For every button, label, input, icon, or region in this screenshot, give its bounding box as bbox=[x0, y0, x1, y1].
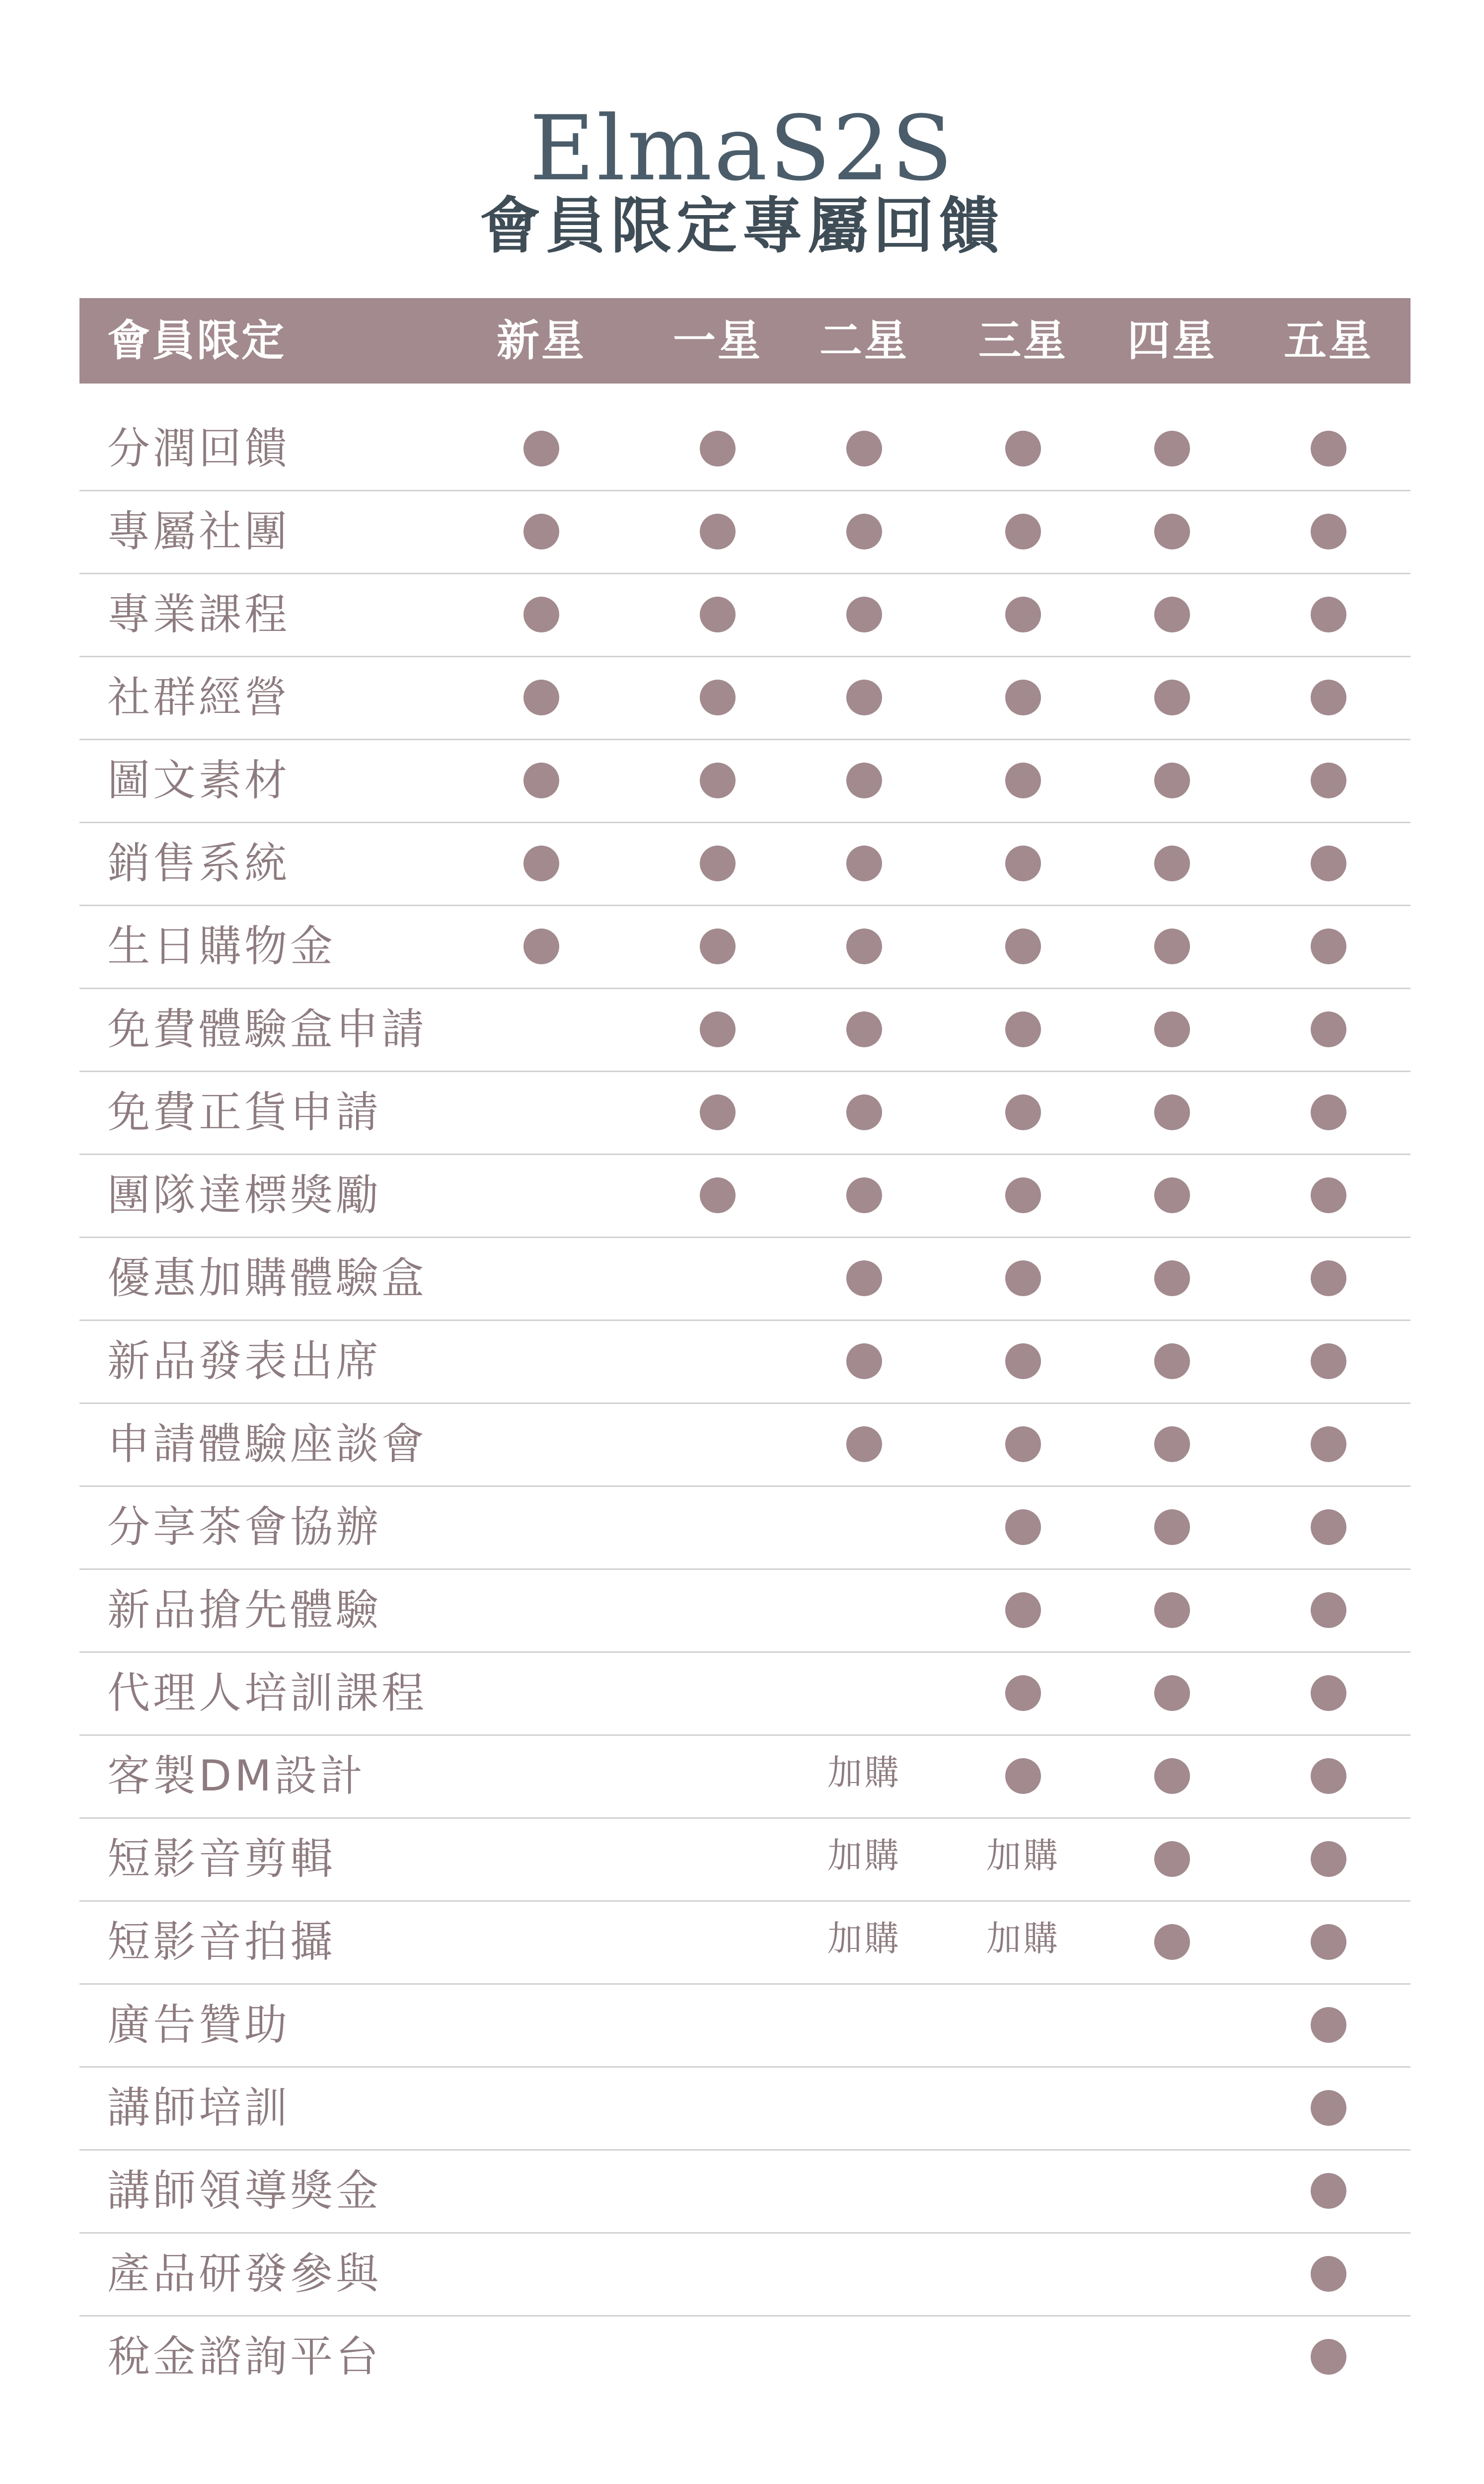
included-dot-icon bbox=[846, 514, 882, 549]
table-header bbox=[79, 298, 1410, 384]
benefit-label: 免費體驗盒申請 bbox=[107, 1005, 427, 1054]
benefit-label: 講師培訓 bbox=[107, 2083, 290, 2133]
table-row bbox=[79, 1901, 1410, 1985]
included-dot-icon bbox=[523, 846, 559, 881]
benefit-label: 銷售系統 bbox=[107, 839, 290, 888]
included-dot-icon bbox=[1311, 1758, 1346, 1794]
included-dot-icon bbox=[1005, 431, 1041, 466]
included-dot-icon bbox=[846, 929, 882, 964]
included-dot-icon bbox=[1154, 1675, 1190, 1711]
included-dot-icon bbox=[523, 431, 559, 466]
table-row bbox=[79, 822, 1410, 906]
benefit-label: 社群經營 bbox=[107, 673, 290, 722]
included-dot-icon bbox=[1005, 1509, 1041, 1545]
included-dot-icon bbox=[1154, 1177, 1190, 1213]
tier-header-3: 二星 bbox=[819, 316, 909, 366]
included-dot-icon bbox=[1005, 1260, 1041, 1296]
included-dot-icon bbox=[1154, 929, 1190, 964]
table-row bbox=[79, 739, 1410, 823]
included-dot-icon bbox=[1005, 1758, 1041, 1794]
benefit-label: 生日購物金 bbox=[107, 922, 336, 971]
included-dot-icon bbox=[1311, 1094, 1346, 1130]
benefit-label: 廣告贊助 bbox=[107, 2000, 290, 2050]
included-dot-icon bbox=[1154, 1924, 1190, 1960]
page-title: 會員限定專屬回饋 bbox=[480, 191, 1004, 261]
included-dot-icon bbox=[846, 1426, 882, 1462]
included-dot-icon bbox=[1005, 1343, 1041, 1379]
table-row bbox=[79, 2233, 1410, 2317]
table-row bbox=[79, 2067, 1410, 2151]
included-dot-icon bbox=[1311, 2256, 1346, 2292]
benefit-label: 短影音拍攝 bbox=[107, 1917, 336, 1967]
included-dot-icon bbox=[846, 1011, 882, 1047]
benefit-label: 產品研發參與 bbox=[107, 2249, 381, 2299]
benefit-label: 圖文素材 bbox=[107, 756, 290, 805]
benefit-label: 專屬社團 bbox=[107, 507, 290, 556]
included-dot-icon bbox=[523, 763, 559, 798]
included-dot-icon bbox=[1005, 1426, 1041, 1462]
included-dot-icon bbox=[523, 514, 559, 549]
included-dot-icon bbox=[1005, 597, 1041, 632]
included-dot-icon bbox=[846, 1260, 882, 1296]
included-dot-icon bbox=[523, 597, 559, 632]
table-row bbox=[79, 905, 1410, 989]
included-dot-icon bbox=[1005, 1675, 1041, 1711]
table-row bbox=[79, 1652, 1410, 1736]
table-row bbox=[79, 490, 1410, 574]
included-dot-icon bbox=[1311, 1260, 1346, 1296]
benefit-label: 短影音剪輯 bbox=[107, 1834, 336, 1884]
included-dot-icon bbox=[1154, 514, 1190, 549]
benefit-label: 免費正貨申請 bbox=[107, 1087, 381, 1137]
included-dot-icon bbox=[1005, 929, 1041, 964]
table-row bbox=[79, 2150, 1410, 2234]
included-dot-icon bbox=[1311, 2007, 1346, 2043]
included-dot-icon bbox=[700, 514, 736, 549]
included-dot-icon bbox=[1005, 1011, 1041, 1047]
included-dot-icon bbox=[1311, 2339, 1346, 2375]
included-dot-icon bbox=[1154, 1841, 1190, 1877]
included-dot-icon bbox=[1311, 2173, 1346, 2209]
included-dot-icon bbox=[1311, 1177, 1346, 1213]
included-dot-icon bbox=[1005, 1094, 1041, 1130]
included-dot-icon bbox=[1311, 1592, 1346, 1628]
included-dot-icon bbox=[1154, 1426, 1190, 1462]
included-dot-icon bbox=[1311, 763, 1346, 798]
included-dot-icon bbox=[1154, 763, 1190, 798]
included-dot-icon bbox=[846, 846, 882, 881]
table-row bbox=[79, 1071, 1410, 1155]
included-dot-icon bbox=[1154, 1509, 1190, 1545]
table-header-corner: 會員限定 bbox=[107, 316, 286, 366]
included-dot-icon bbox=[1005, 514, 1041, 549]
table-row bbox=[79, 1320, 1410, 1404]
included-dot-icon bbox=[1005, 846, 1041, 881]
included-dot-icon bbox=[1311, 597, 1346, 632]
table-row bbox=[79, 1818, 1410, 1902]
included-dot-icon bbox=[1311, 1011, 1346, 1047]
included-dot-icon bbox=[1154, 680, 1190, 715]
tier-header-4: 三星 bbox=[978, 316, 1068, 366]
included-dot-icon bbox=[700, 680, 736, 715]
tier-header-1: 新星 bbox=[497, 316, 586, 366]
addon-label: 加購 bbox=[827, 1835, 901, 1876]
benefit-label: 分潤回饋 bbox=[107, 424, 290, 473]
benefit-label: 客製DM設計 bbox=[107, 1751, 366, 1801]
tier-header-6: 五星 bbox=[1284, 316, 1373, 366]
included-dot-icon bbox=[1311, 514, 1346, 549]
included-dot-icon bbox=[523, 680, 559, 715]
included-dot-icon bbox=[700, 597, 736, 632]
benefit-label: 分享茶會協辦 bbox=[107, 1502, 381, 1552]
included-dot-icon bbox=[1154, 431, 1190, 466]
included-dot-icon bbox=[846, 1343, 882, 1379]
table-row bbox=[79, 407, 1410, 491]
benefit-label: 專業課程 bbox=[107, 590, 290, 639]
benefit-label: 講師領導獎金 bbox=[107, 2166, 381, 2216]
benefit-label: 新品發表出席 bbox=[107, 1336, 381, 1386]
included-dot-icon bbox=[1311, 1426, 1346, 1462]
included-dot-icon bbox=[523, 929, 559, 964]
included-dot-icon bbox=[1311, 1675, 1346, 1711]
addon-label: 加購 bbox=[827, 1752, 901, 1793]
page-header bbox=[0, 0, 1484, 278]
included-dot-icon bbox=[846, 431, 882, 466]
addon-label: 加購 bbox=[986, 1835, 1060, 1876]
included-dot-icon bbox=[1154, 846, 1190, 881]
table-row bbox=[79, 1154, 1410, 1238]
table-row bbox=[79, 1569, 1410, 1653]
included-dot-icon bbox=[1154, 1094, 1190, 1130]
included-dot-icon bbox=[700, 763, 736, 798]
included-dot-icon bbox=[1311, 2090, 1346, 2126]
benefit-label: 團隊達標獎勵 bbox=[107, 1170, 381, 1220]
included-dot-icon bbox=[1154, 1343, 1190, 1379]
included-dot-icon bbox=[700, 1094, 736, 1130]
table-row bbox=[79, 1237, 1410, 1321]
included-dot-icon bbox=[1311, 1841, 1346, 1877]
included-dot-icon bbox=[700, 431, 736, 466]
benefit-label: 申請體驗座談會 bbox=[107, 1419, 427, 1469]
tier-header-5: 四星 bbox=[1127, 316, 1217, 366]
included-dot-icon bbox=[1311, 846, 1346, 881]
included-dot-icon bbox=[1311, 1343, 1346, 1379]
table-row bbox=[79, 573, 1410, 657]
table-row bbox=[79, 1735, 1410, 1819]
table-row bbox=[79, 2316, 1410, 2398]
included-dot-icon bbox=[1154, 1260, 1190, 1296]
benefit-label: 新品搶先體驗 bbox=[107, 1585, 381, 1635]
included-dot-icon bbox=[1005, 763, 1041, 798]
included-dot-icon bbox=[700, 846, 736, 881]
included-dot-icon bbox=[1311, 680, 1346, 715]
included-dot-icon bbox=[1154, 597, 1190, 632]
addon-label: 加購 bbox=[827, 1918, 901, 1959]
included-dot-icon bbox=[846, 763, 882, 798]
brand-logo: ElmaS2S bbox=[529, 97, 955, 201]
included-dot-icon bbox=[846, 680, 882, 715]
table-row bbox=[79, 1403, 1410, 1487]
table-row bbox=[79, 988, 1410, 1072]
included-dot-icon bbox=[1154, 1011, 1190, 1047]
included-dot-icon bbox=[1311, 431, 1346, 466]
table-row bbox=[79, 1486, 1410, 1570]
included-dot-icon bbox=[1005, 1592, 1041, 1628]
included-dot-icon bbox=[700, 1011, 736, 1047]
included-dot-icon bbox=[846, 597, 882, 632]
tier-header-2: 一星 bbox=[673, 316, 762, 366]
included-dot-icon bbox=[846, 1177, 882, 1213]
benefit-label: 稅金諮詢平台 bbox=[107, 2332, 381, 2382]
included-dot-icon bbox=[1311, 1924, 1346, 1960]
benefit-label: 優惠加購體驗盒 bbox=[107, 1253, 427, 1303]
included-dot-icon bbox=[1311, 929, 1346, 964]
included-dot-icon bbox=[1154, 1592, 1190, 1628]
included-dot-icon bbox=[700, 1177, 736, 1213]
table-row bbox=[79, 656, 1410, 740]
included-dot-icon bbox=[846, 1094, 882, 1130]
included-dot-icon bbox=[1005, 680, 1041, 715]
benefit-label: 代理人培訓課程 bbox=[107, 1668, 427, 1718]
addon-label: 加購 bbox=[986, 1918, 1060, 1959]
included-dot-icon bbox=[1154, 1758, 1190, 1794]
included-dot-icon bbox=[700, 929, 736, 964]
included-dot-icon bbox=[1311, 1509, 1346, 1545]
included-dot-icon bbox=[1005, 1177, 1041, 1213]
table-row bbox=[79, 1984, 1410, 2068]
